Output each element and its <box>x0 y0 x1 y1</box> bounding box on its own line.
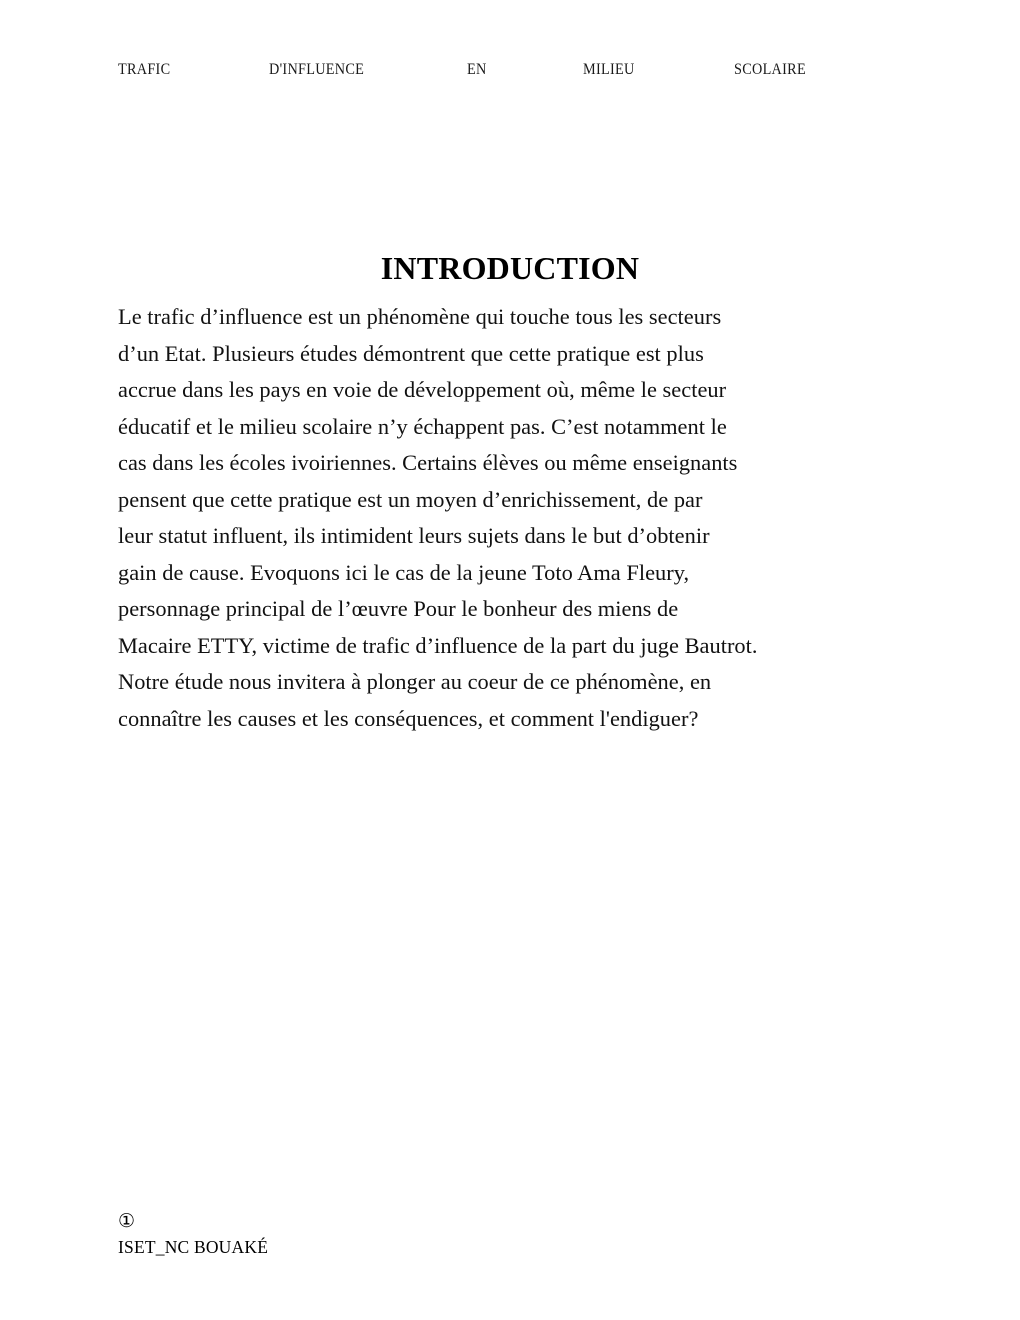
running-header <box>118 60 812 82</box>
header-word-dinfluence: D'INFLUENCE <box>269 61 365 78</box>
paragraph-line: Notre étude nous invitera à plonger au coeur de ce phénomène, en <box>118 669 712 694</box>
paragraph-line: connaître les causes et les conséquences, et comment l'endiguer? <box>118 705 699 731</box>
page-title: INTRODUCTION <box>380 250 640 287</box>
paragraph-line: d’un Etat. Plusieurs études démontrent que cette pratique est plus <box>118 340 704 366</box>
header-word-trafic: TRAFIC <box>118 61 171 78</box>
circled-page-number-icon: ① <box>118 1211 136 1232</box>
paragraph-line: cas dans les écoles ivoiriennes. Certains élèves ou même enseignants <box>118 450 738 475</box>
paragraph-line: accrue dans les pays en voie de développement où, même le secteur <box>118 377 727 402</box>
paragraph-line: gain de cause. Evoquons ici le cas de la jeune Toto Ama Fleury, <box>118 559 690 585</box>
paragraph-line: leur statut influent, ils intimident leurs sujets dans le but d’obtenir <box>118 523 710 548</box>
paragraph-line: éducatif et le milieu scolaire n’y échappent pas. C’est notamment le <box>118 413 727 439</box>
introduction-paragraph <box>118 299 908 737</box>
paragraph-line: pensent que cette pratique est un moyen d’enrichissement, de par <box>118 486 703 512</box>
header-word-scolaire: SCOLAIRE <box>733 61 806 78</box>
header-word-milieu: MILIEU <box>583 61 635 78</box>
footer-organization: ISET_NC BOUAKÉ <box>118 1237 269 1257</box>
paragraph-line: Macaire ETTY, victime de trafic d’influence de la part du juge Bautrot. <box>118 632 758 658</box>
paragraph-line: Le trafic d’influence est un phénomène qui touche tous les secteurs <box>118 304 722 329</box>
page-footer <box>118 1210 518 1259</box>
paragraph-line: personnage principal de l’œuvre Pour le bonheur des miens de <box>118 596 679 621</box>
header-word-en: EN <box>467 61 487 78</box>
